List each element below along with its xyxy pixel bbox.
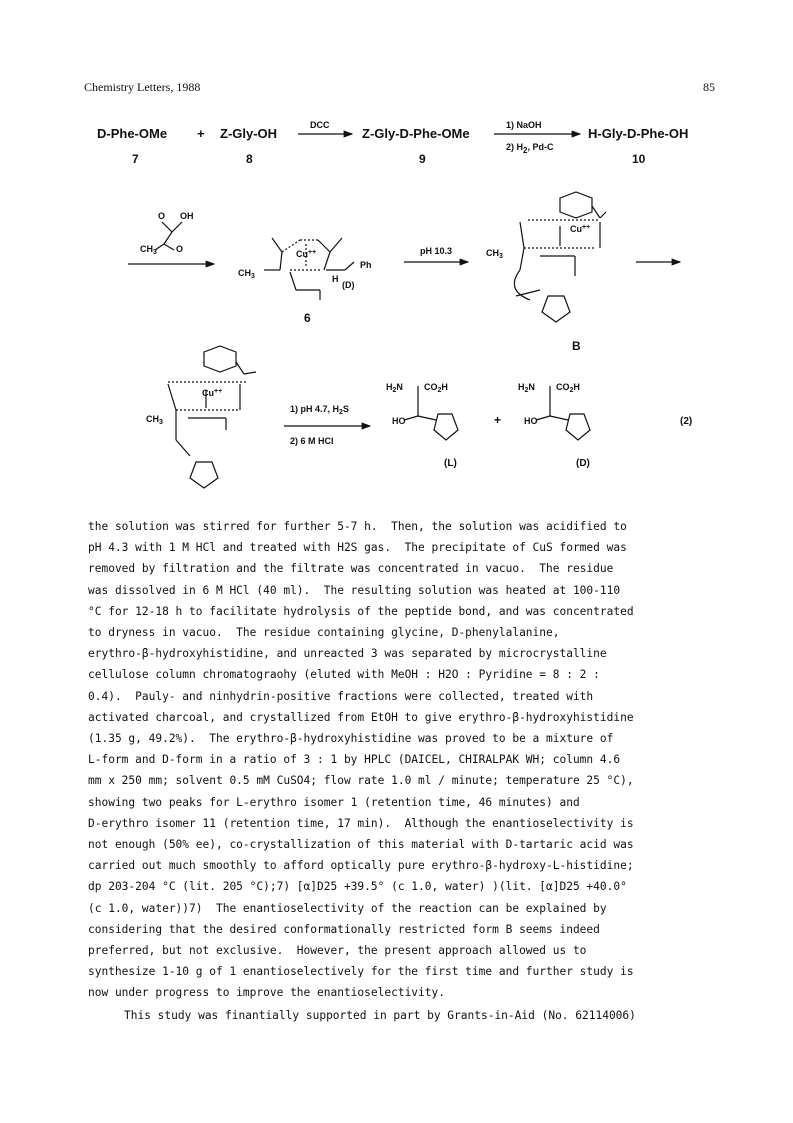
- body-line: pH 4.3 with 1 M HCl and treated with H2S gas. The precipitate of CuS formed was: [88, 541, 627, 555]
- l-ho: HO: [392, 416, 406, 426]
- page-number: 85: [703, 80, 715, 94]
- compound-number-8: 8: [246, 152, 253, 166]
- d-co2h: $CO_2H$: [556, 382, 580, 394]
- complex6-label: 6: [304, 311, 311, 325]
- product-h-gly-d-phe-oh: H-Gly-D-Phe-OH: [588, 126, 689, 141]
- compound-number-10: 10: [632, 152, 646, 166]
- body-line: mm x 250 mm; solvent 0.5 mM CuSO4; flow rate 1.0 ml / minute; temperature 25 °C),: [88, 774, 634, 788]
- reactant-z-gly-oh: Z-Gly-OH: [220, 126, 278, 141]
- complexb-cu: Cu++: [570, 224, 591, 234]
- reagent-h2-pdc: 2) $H_2$, Pd-C: [506, 142, 554, 155]
- d-label: (D): [576, 458, 590, 469]
- complex6-h: H: [332, 274, 339, 284]
- body-line: (c 1.0, water))7) The enantioselectivity of the reaction can be explained by: [88, 901, 607, 915]
- body-line: to dryness in vacuo. The residue containing glycine, D-phenylalanine,: [88, 626, 560, 640]
- body-line: preferred, but not exclusive. However, the present approach allowed us to: [88, 944, 587, 958]
- complex-b-structure: [514, 192, 606, 322]
- product-l-structure: [404, 386, 458, 440]
- body-line: not enough (50% ee), co-crystallization of this material with D-tartaric acid was: [88, 838, 634, 852]
- body-line: activated charcoal, and crystallized from EtOH to give erythro-β-hydroxyhistidine: [88, 710, 634, 724]
- journal-header: Chemistry Letters, 1988: [84, 80, 201, 94]
- body-line: synthesize 1-10 g of 1 enantioselectively for the first time and further study is: [88, 965, 634, 979]
- body-line: the solution was stirred for further 5-7 h. Then, the solution was acidified to: [88, 520, 627, 533]
- step-ph-10-3: pH 10.3: [420, 246, 453, 256]
- body-line: dp 203-204 °C (lit. 205 °C);7) [α]D25 +39.5° (c 1.0, water) )(lit. [α]D25 +40.0°: [88, 880, 627, 894]
- intermediate-cu: Cu++: [202, 388, 223, 398]
- body-line: cellulose column chromatograohy (eluted with MeOH : H2O : Pyridine = 8 : 2 :: [88, 668, 600, 682]
- complex6-d: (D): [342, 280, 355, 290]
- pyruvic-oh: OH: [180, 211, 194, 221]
- product-d-structure: [536, 386, 590, 440]
- complexb-ch3: $CH_3$: [486, 248, 503, 260]
- pyruvic-o1: O: [158, 211, 166, 221]
- body-line: carried out much smoothly to afford optically pure erythro-β-hydroxy-L-histidine;: [88, 859, 634, 873]
- body-line: considering that the desired conformationally restricted form B seems indeed: [88, 922, 600, 936]
- complex6-ch3: $CH_3$: [238, 268, 255, 280]
- equation-number: (2): [680, 416, 693, 427]
- complex-intermediate-structure: [168, 346, 256, 488]
- reagent-naoh: 1) NaOH: [506, 120, 542, 130]
- complex-6-structure: [264, 238, 354, 300]
- body-line: D-erythro isomer 11 (retention time, 17 min). Although the enantioselectivity is: [88, 816, 634, 830]
- body-line: erythro-β-hydroxyhistidine, and unreacted 3 was separated by microcrystalline: [88, 647, 607, 661]
- compound-number-7: 7: [132, 152, 139, 166]
- pyruvic-o2: O: [176, 244, 184, 254]
- body-line: 0.4). Pauly- and ninhydrin-positive fractions were collected, treated with: [88, 689, 594, 703]
- body-line: now under progress to improve the enantioselectivity.: [88, 986, 445, 1000]
- body-line: L-form and D-form in a ratio of 3 : 1 by HPLC (DAICEL, CHIRALPAK WH; column 4.6: [88, 753, 621, 767]
- body-paragraph: [88, 516, 712, 1004]
- acknowledgement: This study was finantially supported in part by Grants-in-Aid (No. 62114006): [124, 1009, 636, 1022]
- body-line: °C for 12-18 h to facilitate hydrolysis of the peptide bond, and was concentrated: [88, 604, 634, 618]
- complexb-label: B: [572, 339, 581, 353]
- reaction-scheme: [0, 0, 793, 515]
- compound-number-9: 9: [419, 152, 426, 166]
- reactant-d-phe-ome: D-Phe-OMe: [97, 126, 168, 141]
- body-line: showing two peaks for L-erythro isomer 1 (retention time, 46 minutes) and: [88, 795, 580, 809]
- intermediate-ch3: $CH_3$: [146, 414, 163, 426]
- body-line: removed by filtration and the filtrate was concentrated in vacuo. The residue: [88, 562, 614, 576]
- l-co2h: $CO_2H$: [424, 382, 448, 394]
- reagent-dcc: DCC: [310, 120, 330, 130]
- final-condition-1: 1) pH 4.7, $H_2S$: [290, 404, 349, 416]
- final-condition-2: 2) 6 M HCl: [290, 436, 334, 446]
- d-h2n: $H_2N$: [518, 382, 535, 394]
- l-h2n: $H_2N$: [386, 382, 403, 394]
- complex6-ph: Ph: [360, 260, 372, 270]
- d-ho: HO: [524, 416, 538, 426]
- l-label: (L): [444, 458, 457, 469]
- body-line: (1.35 g, 49.2%). The erythro-β-hydroxyhistidine was proved to be a mixture of: [88, 732, 614, 746]
- products-plus: +: [494, 413, 502, 427]
- pyruvic-ch3: $CH_3$: [140, 244, 157, 256]
- complex6-cu: Cu++: [296, 249, 317, 259]
- plus-sign: +: [197, 126, 205, 141]
- product-z-gly-d-phe-ome: Z-Gly-D-Phe-OMe: [362, 126, 470, 141]
- body-line: was dissolved in 6 M HCl (40 ml). The resulting solution was heated at 100-110: [88, 583, 621, 597]
